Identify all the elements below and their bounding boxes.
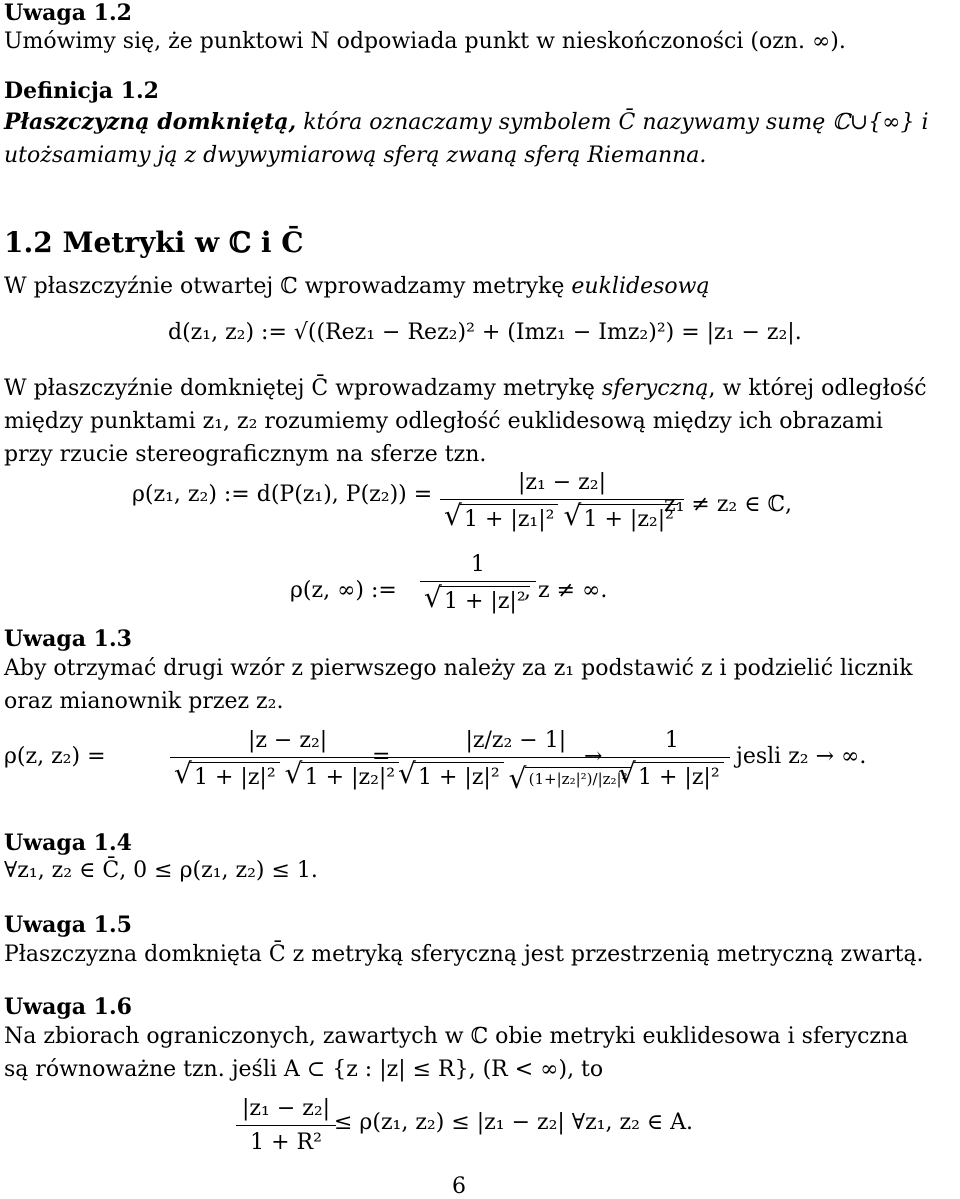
infinity-formula-numerator: 1 (420, 552, 536, 582)
arrow-symbol: → (584, 744, 603, 769)
uwaga-1-2-text: Umówimy się, że punktowi N odpowiada punkt w nieskończoności (ozn. ∞). (4, 29, 846, 54)
definition-text: która oznaczamy symbolem C̄ nazywamy sumę ℂ∪{∞} i utożsamiamy ją z dwywymiarową sferą zwaną sferą Riemanna. (4, 110, 929, 168)
spherical-text-a: W płaszczyźnie domkniętej C̄ wprowadzamy metrykę (4, 376, 602, 401)
spherical-intro (4, 372, 934, 471)
euclid-text: W płaszczyźnie otwartej ℂ wprowadzamy metrykę (4, 274, 572, 299)
euclid-formula: d(z₁, z₂) := √((Rez₁ − Rez₂)² + (Imz₁ − Imz₂)²) = |z₁ − z₂|. (168, 320, 802, 345)
uwaga-1-4-title: Uwaga 1.4 (4, 830, 132, 856)
definition-1-2-title: Definicja 1.2 (4, 78, 159, 104)
spherical-formula-condition: z₁ ≠ z₂ ∈ ℂ, (664, 492, 793, 517)
infinity-formula-denominator: √ 1 + |z|² (440, 586, 530, 614)
uwaga-1-3-fraction-3 (614, 728, 730, 790)
fraction-2-den-b: √ (1+|z₂|²)/|z₂|² (525, 767, 632, 788)
uwaga-1-5-title: Uwaga 1.5 (4, 912, 132, 938)
uwaga-1-4-text: ∀z₁, z₂ ∈ C̄, 0 ≤ ρ(z₁, z₂) ≤ 1. (4, 858, 318, 883)
sqrt-den-a: √ 1 + |z₁|² (460, 504, 558, 532)
fraction-2-numerator: |z/z₂ − 1| (394, 728, 638, 758)
section-heading: 1.2 Metryki w ℂ i C̄ (4, 226, 304, 259)
uwaga-1-6-rhs: ≤ ρ(z₁, z₂) ≤ |z₁ − z₂| ∀z₁, z₂ ∈ A. (334, 1110, 694, 1135)
sqrt-den-b: √ 1 + |z₂|² (579, 504, 677, 532)
uwaga-1-6-denominator: 1 + R² (250, 1130, 322, 1155)
infinity-formula-condition: , z ≠ ∞. (524, 578, 608, 603)
fraction-2-den-a: √ 1 + |z|² (414, 762, 504, 790)
spherical-term: sferyczną (601, 376, 709, 401)
uwaga-1-3-text: Aby otrzymać drugi wzór z pierwszego należy za z₁ podstawić z i podzielić licznik oraz mianownik przez z₂. (4, 656, 913, 714)
uwaga-1-3-fraction-1 (170, 728, 405, 790)
uwaga-1-6-title: Uwaga 1.6 (4, 994, 132, 1020)
fraction-1-den-a: √ 1 + |z|² (190, 762, 280, 790)
spherical-text-c: , w której odległość między punktami z₁, z₂ rozumiemy odległość euklidesową między ich obrazami przy rzucie stereograficznym na sferze tzn. (4, 376, 927, 467)
fraction-1-numerator: |z − z₂| (170, 728, 405, 758)
spherical-formula-fraction (440, 470, 684, 532)
fraction-1-den-b: √ 1 + |z₂|² (301, 762, 399, 790)
uwaga-1-5-text: Płaszczyzna domknięta C̄ z metryką sferyczną jest przestrzenią metryczną zwartą. (4, 942, 924, 967)
uwaga-1-6-text: Na zbiorach ograniczonych, zawartych w ℂ obie metryki euklidesowa i sferyczna są równoważne tzn. jeśli A ⊂ {z : |z| ≤ R}, (R < ∞), to (4, 1024, 909, 1082)
fraction-3-denominator: √ 1 + |z|² (634, 762, 724, 790)
euclid-intro (4, 270, 934, 303)
uwaga-1-6-numerator: |z₁ − z₂| (236, 1096, 336, 1126)
uwaga-1-2-title: Uwaga 1.2 (4, 0, 132, 26)
uwaga-1-6-fraction (236, 1096, 336, 1155)
infinity-formula-fraction (420, 552, 536, 614)
fraction-3-numerator: 1 (614, 728, 730, 758)
uwaga-1-3-equals: = (372, 744, 391, 769)
uwaga-1-3-title: Uwaga 1.3 (4, 626, 132, 652)
spherical-formula-numerator: |z₁ − z₂| (440, 470, 684, 500)
page-number: 6 (452, 1174, 466, 1199)
spherical-formula-lhs: ρ(z₁, z₂) := d(P(z₁), P(z₂)) = (132, 482, 433, 507)
uwaga-1-3-lhs: ρ(z, z₂) = (4, 744, 106, 769)
uwaga-1-3-condition: jesli z₂ → ∞. (736, 744, 867, 769)
definition-term: Płaszczyzną domkniętą, (4, 109, 297, 135)
infinity-formula-lhs: ρ(z, ∞) := (290, 578, 397, 603)
euclid-term: euklidesową (571, 274, 710, 299)
definition-1-2-body (4, 106, 934, 172)
